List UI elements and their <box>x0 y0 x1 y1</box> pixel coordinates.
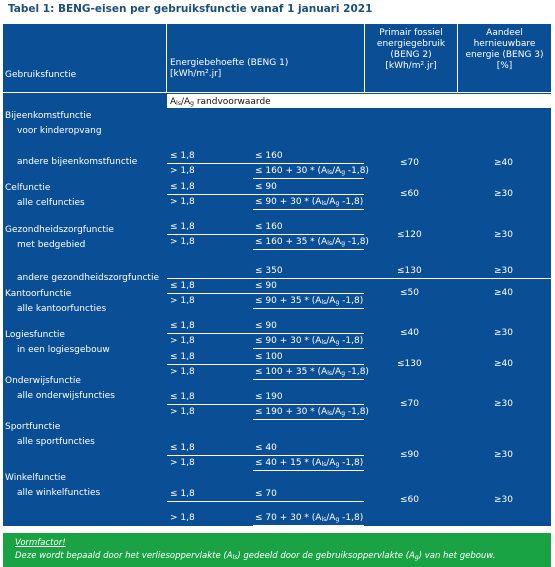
beng2-logies: ≤130 <box>397 359 422 369</box>
cond-r12: ≤ 1,8 <box>170 352 195 362</box>
header-beng2-unit: [kWh/m².jr] <box>385 61 437 71</box>
subcategory-alle-celfuncties: alle celfuncties <box>17 198 85 208</box>
beng3-winkel: ≥30 <box>494 495 513 505</box>
value-r18: ≤ 70 <box>255 489 277 499</box>
table-caption: Tabel 1: BENG-eisen per gebruiksfunctie vanaf 1 januari 2021 <box>8 3 373 15</box>
condition-header-row <box>167 94 551 108</box>
row-separator <box>167 163 364 164</box>
value-r5: ≤ 160 <box>255 222 283 232</box>
cond-r14: ≤ 1,8 <box>170 392 195 402</box>
beng3-andere-bijeenkomst: ≥30 <box>494 189 513 199</box>
value-r1: ≤ 160 <box>255 151 283 161</box>
row-separator <box>253 209 364 210</box>
header-beng2-line2: energiegebruik <box>376 39 446 49</box>
cond-r5: ≤ 1,8 <box>170 222 195 232</box>
row-separator <box>167 234 364 235</box>
value-r9: ≤ $90 + 35 * (A_{ls}/A_g$ -1,8) <box>255 296 364 306</box>
note-title: Vormfactor! <box>15 538 66 548</box>
row-separator <box>253 308 364 309</box>
row-separator <box>167 404 364 405</box>
value-r8: ≤ 90 <box>255 281 277 291</box>
subcategory-alle-kantoorfuncties: alle kantoorfuncties <box>17 304 107 314</box>
beng3-cel: ≥30 <box>494 230 513 240</box>
row-separator <box>167 333 364 334</box>
value-r4: ≤ $90 + 30 * (A_{ls}/A_g$ -1,8) <box>255 197 364 207</box>
subcategory-alle-sportfuncties: alle sportfuncties <box>17 437 95 447</box>
header-beng3-line2: hernieuwbare <box>473 39 536 49</box>
category-bijeenkomstfunctie: Bijeenkomstfunctie <box>5 111 92 121</box>
value-r6: ≤ $160 + 35 * (A_{ls}/A_g$ -1,8) <box>255 237 369 247</box>
note-text: Deze wordt bepaald door het verliesoppervlakte $(A_{ls})$ gedeeld door de gebruiksoppervlakte $(A_g)$ van het gebouw. <box>15 551 496 561</box>
header-beng3-line3: energie (BENG 3) <box>465 50 544 60</box>
subcategory-logiesgebouw: in een logiesgebouw <box>17 345 110 355</box>
value-r15: ≤ $190 + 30 * (A_{ls}/A_g$ -1,8) <box>255 407 369 417</box>
category-sportfunctie: Sportfunctie <box>5 422 61 432</box>
row-separator <box>253 470 364 471</box>
value-r13: ≤ $100 + 35 * (A_{ls}/A_g$ -1,8) <box>255 367 369 377</box>
beng2-cel: ≤120 <box>397 230 422 240</box>
beng3-andere-gezondheidszorg: ≥40 <box>494 288 513 298</box>
beng2-kinderopvang: ≤70 <box>400 158 419 168</box>
value-r12: ≤ 100 <box>255 352 283 362</box>
row-separator <box>253 419 364 420</box>
header-beng1-title: Energiebehoefte (BENG 1) <box>170 58 289 68</box>
beng2-kantoor: ≤40 <box>400 328 419 338</box>
cond-r2: > 1,8 <box>170 166 195 176</box>
table-last-row <box>3 512 551 526</box>
subcategory-andere-gezondheidszorgfunctie: andere gezondheidszorgfunctie <box>17 273 159 283</box>
cond-r3: ≤ 1,8 <box>170 182 195 192</box>
header-bottom-line <box>3 92 551 93</box>
row-separator <box>167 455 364 456</box>
cond-r17: > 1,8 <box>170 458 195 468</box>
row-separator <box>253 525 364 526</box>
row-separator <box>253 178 364 179</box>
row-separator <box>253 379 364 380</box>
beng-requirements-table <box>3 24 551 512</box>
row-separator <box>167 278 551 279</box>
cond-r18: ≤ 1,8 <box>170 489 195 499</box>
beng3-bedgebied: ≥30 <box>494 266 513 276</box>
value-r11: ≤ $90 + 30 * (A_{ls}/A_g$ -1,8) <box>255 336 364 346</box>
row-separator <box>167 364 364 365</box>
header-beng3 <box>458 28 551 72</box>
subcategory-alle-winkelfuncties: alle winkelfuncties <box>17 488 101 498</box>
cond-r1: ≤ 1,8 <box>170 151 195 161</box>
cond-r4: > 1,8 <box>170 197 195 207</box>
cond-r11: > 1,8 <box>170 336 195 346</box>
beng2-bedgebied: ≤130 <box>397 266 422 276</box>
value-r10: ≤ 90 <box>255 321 277 331</box>
beng2-onderwijs: ≤70 <box>400 399 419 409</box>
beng3-kinderopvang: ≥40 <box>494 158 513 168</box>
cond-r6: > 1,8 <box>170 237 195 247</box>
header-beng3-unit: [%] <box>496 61 513 71</box>
category-onderwijsfunctie: Onderwijsfunctie <box>5 376 81 386</box>
cond-r8: ≤ 1,8 <box>170 281 195 291</box>
subcategory-alle-onderwijsfuncties: alle onderwijsfuncties <box>17 391 115 401</box>
row-separator <box>167 194 364 195</box>
value-r3: ≤ 90 <box>255 182 277 192</box>
category-logiesfunctie: Logiesfunctie <box>5 330 65 340</box>
cond-r19: > 1,8 <box>170 513 195 523</box>
beng2-sport: ≤90 <box>400 450 419 460</box>
header-divider <box>166 24 167 93</box>
subcategory-kinderopvang: voor kinderopvang <box>17 126 102 136</box>
subcategory-met-bedgebied: met bedgebied <box>17 240 86 250</box>
cond-r13: > 1,8 <box>170 367 195 377</box>
category-kantoorfunctie: Kantoorfunctie <box>5 289 72 299</box>
header-gebruiksfunctie: Gebruiksfunctie <box>5 70 77 80</box>
row-separator <box>167 501 364 502</box>
header-beng1-unit: [kWh/m².jr] <box>170 69 222 79</box>
row-separator <box>253 249 364 250</box>
beng2-andere-bijeenkomst: ≤60 <box>400 189 419 199</box>
value-r2: ≤ $160 + 30 * (A_{ls}/A_g$ -1,8) <box>255 166 369 176</box>
value-r16: ≤ 40 <box>255 443 277 453</box>
cond-r15: > 1,8 <box>170 407 195 417</box>
beng3-kantoor: ≥30 <box>494 328 513 338</box>
value-r14: ≤ 190 <box>255 392 283 402</box>
cond-r16: ≤ 1,8 <box>170 443 195 453</box>
beng2-andere-gezondheidszorg: ≤50 <box>400 288 419 298</box>
value-r17: ≤ $40 + 15 * (A_{ls}/A_g$ -1,8) <box>255 458 364 468</box>
category-celfunctie: Celfunctie <box>5 183 51 193</box>
beng3-sport: ≥30 <box>494 450 513 460</box>
subcategory-andere-bijeenkomstfunctie: andere bijeenkomstfunctie <box>17 157 138 167</box>
cond-r9: > 1,8 <box>170 296 195 306</box>
row-separator <box>167 293 364 294</box>
beng3-logies: ≥40 <box>494 359 513 369</box>
beng3-onderwijs: ≥30 <box>494 399 513 409</box>
cond-r10: ≤ 1,8 <box>170 321 195 331</box>
header-beng2 <box>365 28 457 72</box>
header-beng2-line1: Primair fossiel <box>379 28 443 38</box>
value-r19: ≤ $70 + 30 * (A_{ls}/A_g$ -1,8) <box>255 513 364 523</box>
value-r7: ≤ 350 <box>255 266 283 276</box>
condition-header-text: $A_{ls}/A_g$ randvoorwaarde <box>170 97 271 107</box>
table-header <box>3 24 551 93</box>
beng2-winkel: ≤60 <box>400 495 419 505</box>
header-beng1 <box>170 58 288 80</box>
row-separator <box>253 348 364 349</box>
vormfactor-note <box>3 533 551 567</box>
category-winkelfunctie: Winkelfunctie <box>5 473 66 483</box>
header-beng2-line3: (BENG 2) <box>390 50 432 60</box>
category-gezondheidszorgfunctie: Gezondheidszorgfunctie <box>5 225 114 235</box>
header-beng3-line1: Aandeel <box>486 28 523 38</box>
